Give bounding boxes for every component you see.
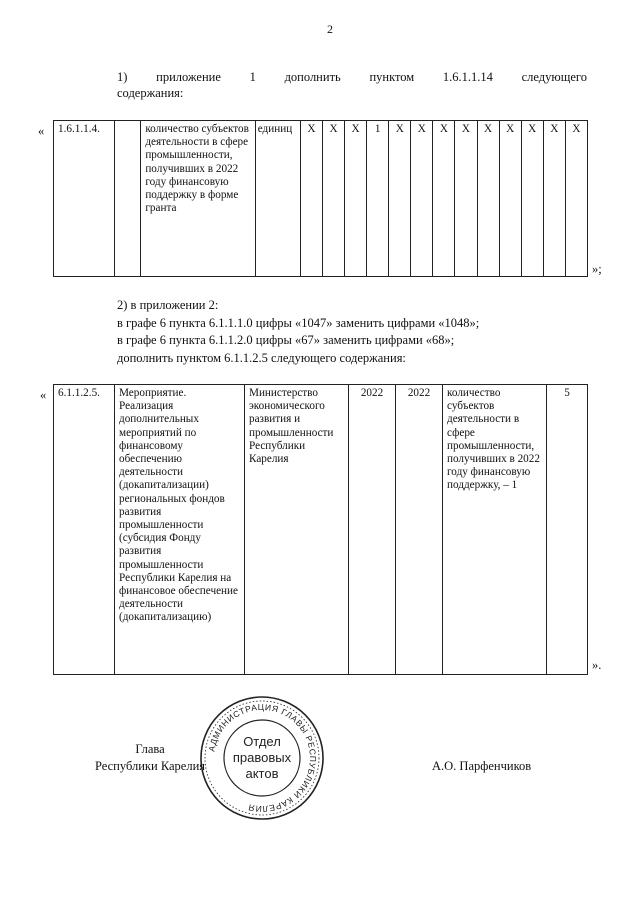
table1-value: Х (411, 121, 433, 277)
page-number: 2 (327, 22, 333, 36)
table1-value: Х (521, 121, 543, 277)
amendment-2-line2: в графе 6 пункта 6.1.1.1.0 цифры «1047» заменить цифрами «1048»; (117, 315, 480, 330)
amendment-1-line2: содержания: (117, 86, 184, 100)
stamp-line1: Отдел (243, 734, 281, 749)
table1-close-quote: »; (592, 262, 602, 276)
table1-value: Х (543, 121, 565, 277)
table2-year-end: 2022 (396, 385, 443, 675)
amendment-2-line1: 2) в приложении 2: (117, 298, 219, 312)
table1-code: 1.6.1.1.4. (54, 121, 115, 277)
table1-empty-cell (115, 121, 141, 277)
table-row (54, 121, 588, 277)
table1-value: Х (477, 121, 499, 277)
table1-value: 1 (367, 121, 389, 277)
amendment-1-line1: 1) приложение 1 дополнить пунктом 1.6.1.1.14 следующего (117, 70, 587, 84)
table1-value: Х (300, 121, 322, 277)
table1-value: Х (345, 121, 367, 277)
table2 (53, 384, 588, 675)
table1-value: Х (322, 121, 344, 277)
amendment-2-line3: в графе 6 пункта 6.1.1.2.0 цифры «67» заменить цифрами «68»; (117, 333, 455, 347)
stamp-line2: правовых (232, 750, 292, 765)
table2-code: 6.1.1.2.5. (54, 385, 115, 675)
table1-value: Х (455, 121, 477, 277)
table1-unit: единиц (255, 121, 300, 277)
amendment-2-line4: дополнить пунктом 6.1.1.2.5 следующего содержания: (117, 350, 406, 365)
table2-indicator: количество субъектов деятельности в сфере промышленности, получивших в 2022 году финансовую поддержку, – 1 (443, 385, 547, 675)
signatory-title-line1: Глава (135, 742, 165, 756)
table1-open-quote: « (38, 124, 45, 138)
table1-value: Х (389, 121, 411, 277)
stamp-line3: актов (245, 766, 279, 781)
signatory-title-line2: Республики Карелия (94, 759, 206, 773)
table1-value: Х (433, 121, 455, 277)
signatory-name: А.О. Парфенчиков (432, 759, 532, 773)
table1-value: Х (565, 121, 587, 277)
table2-close-quote: ». (592, 658, 602, 672)
table1-value: Х (499, 121, 521, 277)
table2-executor: Министерство экономического развития и промышленности Республики Карелия (245, 385, 349, 675)
table-row (54, 385, 588, 675)
table2-year-start: 2022 (349, 385, 396, 675)
table1-description: количество субъектов деятельности в сфере промышленности, получивших в 2022 году финансовую поддержку в форме гранта (141, 121, 255, 277)
table2-value: 5 (547, 385, 588, 675)
table2-open-quote: « (40, 388, 47, 402)
amendment-2 (117, 297, 479, 367)
table1 (53, 120, 588, 277)
stamp-ring-text: АДМИНИСТРАЦИЯ ГЛАВЫ РЕСПУБЛИКИ КАРЕЛИЯ (206, 701, 319, 815)
official-stamp (197, 693, 327, 823)
table2-event: Мероприятие. Реализация дополнительных мероприятий по финансовому обеспечению деятельности (докапитализации) региональных фондов развития промышленности (субсидия Фонду развития промышленности Республики Карелия на финансовое обеспечение деятельности (докапитализацию) (115, 385, 245, 675)
